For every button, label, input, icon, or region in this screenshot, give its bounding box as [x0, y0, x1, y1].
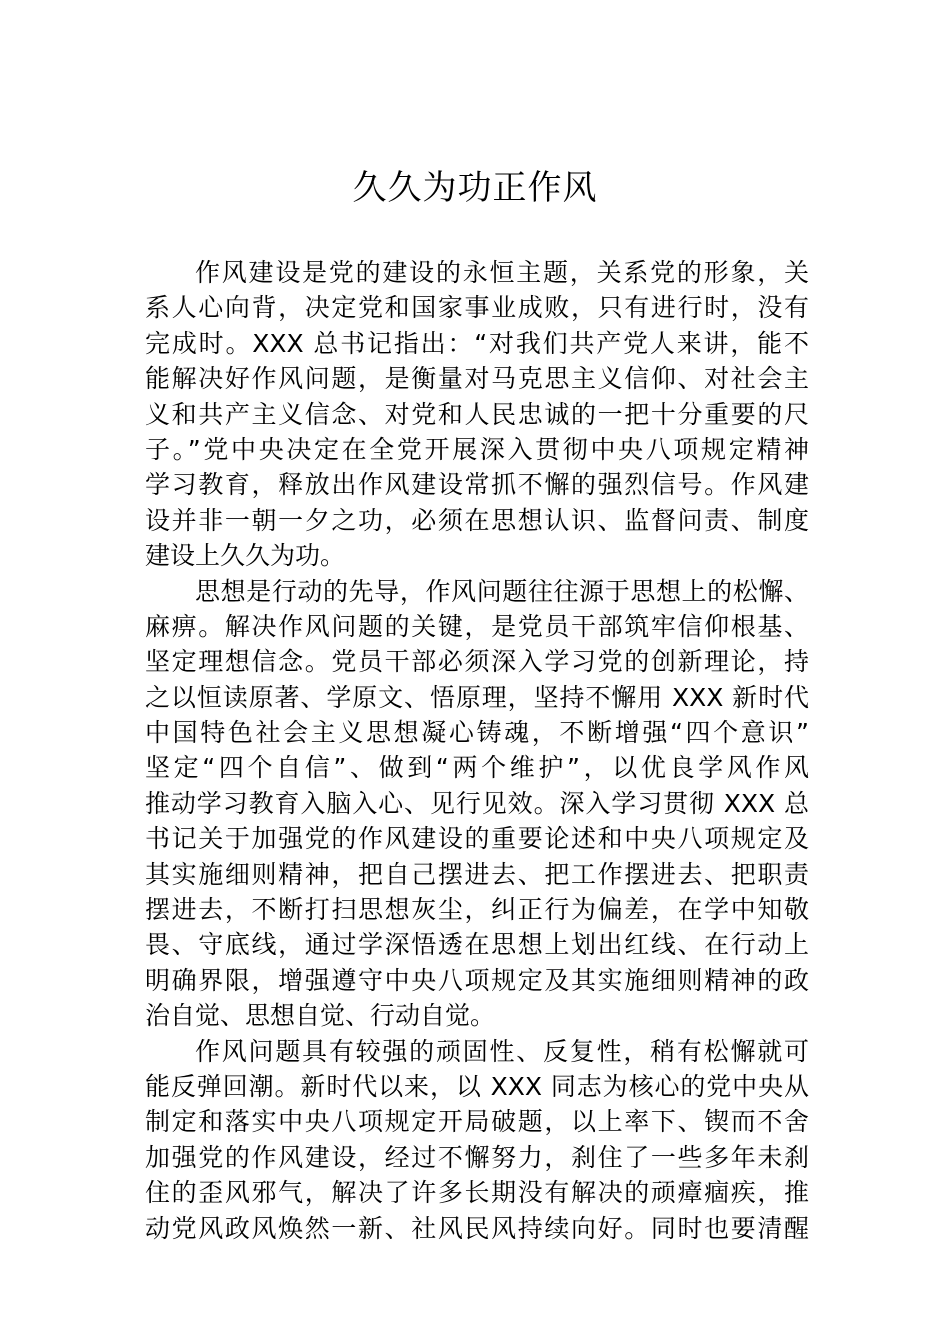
text-line: 其实施细则精神，把自己摆进去、把工作摆进去、把职责 — [145, 859, 809, 889]
text-line: 畏、守底线，通过学深悟透在思想上划出红线、在行动上 — [145, 930, 809, 960]
text-line: 作风问题具有较强的顽固性、反复性，稍有松懈就可 — [195, 1036, 809, 1066]
text-line: 学习教育，释放出作风建设常抓不懈的强烈信号。作风建 — [145, 470, 809, 500]
text-line: 动党风政风焕然一新、社风民风持续向好。同时也要清醒 — [145, 1213, 809, 1243]
text-line: 系人心向背，决定党和国家事业成败，只有进行时，没有 — [145, 293, 809, 323]
text-line: 书记关于加强党的作风建设的重要论述和中央八项规定及 — [145, 824, 809, 854]
text-line: 制定和落实中央八项规定开局破题，以上率下、锲而不舍 — [145, 1107, 809, 1137]
text-line: 之以恒读原著、学原文、悟原理，坚持不懈用 XXX 新时代 — [145, 682, 809, 712]
text-line: 坚定理想信念。党员干部必须深入学习党的创新理论，持 — [145, 647, 809, 677]
text-line: 能反弹回潮。新时代以来，以 XXX 同志为核心的党中央从 — [145, 1071, 809, 1101]
paragraph-2 — [145, 574, 809, 1034]
text-line: 作风建设是党的建设的永恒主题，关系党的形象，关 — [195, 258, 809, 287]
text-line: 义和共产主义信念、对党和人民忠诚的一把十分重要的尺 — [145, 399, 809, 429]
text-line: 麻痹。解决作风问题的关键，是党员干部筑牢信仰根基、 — [145, 611, 809, 641]
document-body — [145, 255, 809, 1246]
text-line: 摆进去，不断打扫思想灰尘，纠正行为偏差，在学中知敬 — [145, 895, 809, 925]
text-line: 子。”党中央决定在全党开展深入贯彻中央八项规定精神 — [145, 434, 809, 464]
text-line: 加强党的作风建设，经过不懈努力，刹住了一些多年未刹 — [145, 1142, 809, 1172]
text-line: 建设上久久为功。 — [145, 541, 346, 571]
text-line: 中国特色社会主义思想凝心铸魂，不断增强“四个意识” — [145, 718, 809, 748]
text-line: 思想是行动的先导，作风问题往往源于思想上的松懈、 — [195, 576, 809, 606]
document-title: 久久为功正作风 — [352, 168, 598, 208]
text-line: 设并非一朝一夕之功，必须在思想认识、监督问责、制度 — [145, 505, 809, 535]
text-line: 住的歪风邪气，解决了许多长期没有解决的顽瘴痼疾，推 — [145, 1178, 809, 1208]
text-line: 能解决好作风问题，是衡量对马克思主义信仰、对社会主 — [145, 364, 809, 394]
text-line: 坚定“四个自信”、做到“两个维护”，以优良学风作风 — [145, 753, 809, 783]
text-line: 治自觉、思想自觉、行动自觉。 — [145, 1001, 496, 1031]
paragraph-3 — [145, 1034, 809, 1246]
paragraph-1 — [145, 255, 809, 574]
text-line: 完成时。XXX 总书记指出：“对我们共产党人来讲，能不 — [145, 328, 809, 358]
text-line: 推动学习教育入脑入心、见行见效。深入学习贯彻 XXX 总 — [145, 788, 809, 818]
text-line: 明确界限，增强遵守中央八项规定及其实施细则精神的政 — [145, 965, 809, 995]
